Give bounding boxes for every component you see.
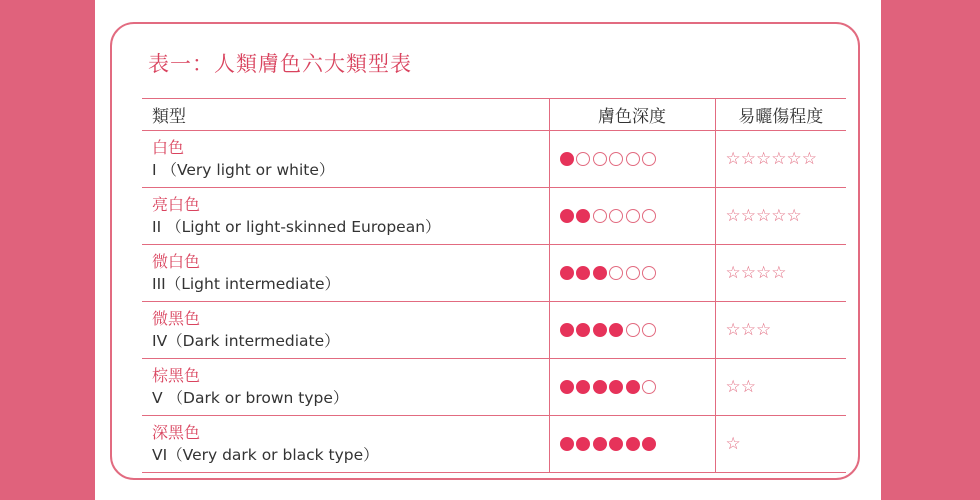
star-outline-icon: ☆ <box>740 377 756 397</box>
header-color-depth: 膚色深度 <box>549 99 715 131</box>
star-outline-icon: ☆ <box>725 149 741 169</box>
filled-circle-icon <box>560 266 574 280</box>
empty-circle-icon <box>642 380 656 394</box>
filled-circle-icon <box>593 266 607 280</box>
star-outline-icon: ☆ <box>786 206 802 226</box>
star-outline-icon: ☆ <box>786 149 802 169</box>
empty-circle-icon <box>626 209 640 223</box>
filled-circle-icon <box>626 380 640 394</box>
star-outline-icon: ☆ <box>801 149 817 169</box>
star-outline-icon: ☆ <box>725 263 741 283</box>
type-cell <box>142 302 549 359</box>
type-name-en: IV（Dark intermediate） <box>152 332 340 350</box>
filled-circle-icon <box>560 437 574 451</box>
type-cell <box>142 188 549 245</box>
sunburn-cell <box>715 131 846 188</box>
empty-circle-icon <box>626 152 640 166</box>
header-row <box>142 99 846 131</box>
header-type: 類型 <box>142 99 549 131</box>
empty-circle-icon <box>593 209 607 223</box>
type-name-en: V （Dark or brown type） <box>152 389 349 407</box>
star-outline-icon: ☆ <box>725 206 741 226</box>
color-depth-cell <box>549 245 715 302</box>
star-outline-icon: ☆ <box>756 206 772 226</box>
filled-circle-icon <box>560 152 574 166</box>
color-depth-cell <box>549 302 715 359</box>
filled-circle-icon <box>626 437 640 451</box>
star-outline-icon: ☆ <box>740 149 756 169</box>
star-outline-icon: ☆ <box>756 149 772 169</box>
filled-circle-icon <box>576 437 590 451</box>
empty-circle-icon <box>642 152 656 166</box>
skin-type-table <box>142 98 846 473</box>
type-cell <box>142 416 549 473</box>
empty-circle-icon <box>626 323 640 337</box>
type-name-zh: 微黑色 <box>152 309 201 328</box>
filled-circle-icon <box>593 380 607 394</box>
document-page <box>95 0 881 500</box>
star-outline-icon: ☆ <box>771 263 787 283</box>
header-sunburn: 易曬傷程度 <box>715 99 846 131</box>
star-outline-icon: ☆ <box>725 377 741 397</box>
empty-circle-icon <box>593 152 607 166</box>
table-row <box>142 416 846 473</box>
filled-circle-icon <box>576 266 590 280</box>
type-cell <box>142 131 549 188</box>
star-outline-icon: ☆ <box>740 263 756 283</box>
type-name-zh: 棕黑色 <box>152 366 201 385</box>
star-outline-icon: ☆ <box>740 206 756 226</box>
star-outline-icon: ☆ <box>725 434 741 454</box>
table-row <box>142 302 846 359</box>
type-name-zh: 深黑色 <box>152 423 201 442</box>
table-card <box>110 22 860 480</box>
type-cell <box>142 359 549 416</box>
filled-circle-icon <box>560 323 574 337</box>
empty-circle-icon <box>642 323 656 337</box>
empty-circle-icon <box>642 209 656 223</box>
table-row <box>142 188 846 245</box>
sunburn-cell <box>715 416 846 473</box>
type-name-en: I （Very light or white） <box>152 161 335 179</box>
filled-circle-icon <box>560 209 574 223</box>
type-cell <box>142 245 549 302</box>
filled-circle-icon <box>576 323 590 337</box>
filled-circle-icon <box>642 437 656 451</box>
type-name-en: VI（Very dark or black type） <box>152 446 379 464</box>
sunburn-cell <box>715 245 846 302</box>
star-outline-icon: ☆ <box>771 206 787 226</box>
empty-circle-icon <box>609 209 623 223</box>
empty-circle-icon <box>642 266 656 280</box>
table-title: 表一：人類膚色六大類型表 <box>148 52 412 76</box>
color-depth-cell <box>549 359 715 416</box>
type-name-zh: 微白色 <box>152 252 201 271</box>
empty-circle-icon <box>576 152 590 166</box>
filled-circle-icon <box>560 380 574 394</box>
filled-circle-icon <box>576 209 590 223</box>
color-depth-cell <box>549 188 715 245</box>
filled-circle-icon <box>593 323 607 337</box>
empty-circle-icon <box>609 152 623 166</box>
color-depth-cell <box>549 131 715 188</box>
star-outline-icon: ☆ <box>771 149 787 169</box>
sunburn-cell <box>715 188 846 245</box>
filled-circle-icon <box>609 323 623 337</box>
table-row <box>142 245 846 302</box>
filled-circle-icon <box>609 437 623 451</box>
empty-circle-icon <box>626 266 640 280</box>
filled-circle-icon <box>593 437 607 451</box>
star-outline-icon: ☆ <box>725 320 741 340</box>
star-outline-icon: ☆ <box>756 263 772 283</box>
star-outline-icon: ☆ <box>756 320 772 340</box>
type-name-zh: 亮白色 <box>152 195 201 214</box>
type-name-en: III（Light intermediate） <box>152 275 341 293</box>
sunburn-cell <box>715 302 846 359</box>
filled-circle-icon <box>576 380 590 394</box>
table-row <box>142 131 846 188</box>
color-depth-cell <box>549 416 715 473</box>
sunburn-cell <box>715 359 846 416</box>
type-name-zh: 白色 <box>152 138 185 157</box>
star-outline-icon: ☆ <box>740 320 756 340</box>
filled-circle-icon <box>609 380 623 394</box>
type-name-en: II （Light or light-skinned European） <box>152 218 441 236</box>
table-row <box>142 359 846 416</box>
empty-circle-icon <box>609 266 623 280</box>
